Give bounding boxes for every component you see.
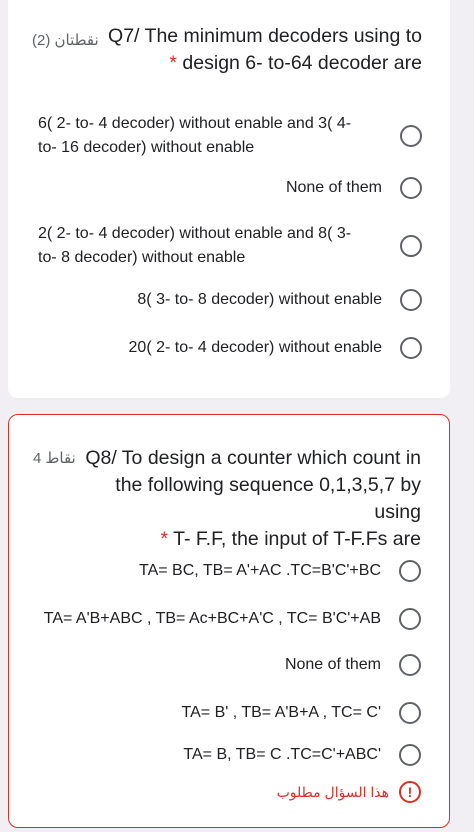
question-text-line1: Q8/ To design a counter which count in the following sequence 0,1,3,5,7 by using <box>85 447 421 523</box>
question-title <box>8 23 450 77</box>
radio-button[interactable] <box>399 560 421 582</box>
radio-button[interactable] <box>400 125 422 147</box>
question-text-line2 <box>34 50 422 77</box>
option-label: None of them <box>284 656 381 673</box>
option-label: TA= BC, TB= A'+AC .TC=B'C'+BC <box>139 562 381 579</box>
option-row[interactable] <box>39 701 421 725</box>
radio-button[interactable] <box>400 289 422 311</box>
question-text-line1: Q7/ The minimum decoders using to <box>108 25 422 47</box>
option-row[interactable] <box>38 336 422 360</box>
option-row[interactable] <box>38 288 422 312</box>
radio-button[interactable] <box>400 337 422 359</box>
points-label: (2) نقطتان <box>32 32 99 49</box>
required-star: * <box>169 52 177 74</box>
option-row[interactable] <box>38 222 422 270</box>
question-title <box>9 445 449 553</box>
error-icon: ! <box>399 781 421 803</box>
question-card-q8 <box>8 414 450 828</box>
option-row[interactable] <box>38 176 422 200</box>
radio-button[interactable] <box>399 702 421 724</box>
question-text-line2-content: T- F.F, the input of T-F.Fs are <box>173 528 421 550</box>
option-label: 2( 2- to- 4 decoder) without enable and 8( 3- to- 8 decoder) without enable <box>38 225 352 266</box>
option-label: TA= A'B+ABC , TB= Ac+BC+A'C , TC= B'C'+AB <box>43 610 381 627</box>
required-message: هذا السؤال مطلوب <box>276 783 389 800</box>
option-label: None of them <box>285 179 382 196</box>
option-label: TA= B' , TB= A'B+A , TC= C' <box>181 704 381 721</box>
question-card-q7 <box>8 0 450 398</box>
option-row[interactable] <box>38 112 422 160</box>
option-label: TA= B, TB= C .TC=C'+ABC' <box>183 746 381 763</box>
option-row[interactable] <box>39 559 421 583</box>
radio-button[interactable] <box>399 654 421 676</box>
question-text-line2 <box>35 526 421 553</box>
option-label: 20( 2- to- 4 decoder) without enable <box>128 339 382 356</box>
option-row[interactable] <box>39 743 421 767</box>
radio-button[interactable] <box>399 744 421 766</box>
required-warning <box>277 781 421 803</box>
option-label: 8( 3- to- 8 decoder) without enable <box>137 291 382 308</box>
question-text-line2-content: design 6- to-64 decoder are <box>182 52 422 74</box>
radio-button[interactable] <box>400 177 422 199</box>
required-star: * <box>160 528 169 550</box>
option-label: 6( 2- to- 4 decoder) without enable and 3( 4- to- 16 decoder) without enable <box>38 115 352 156</box>
option-row[interactable] <box>39 607 421 631</box>
radio-button[interactable] <box>400 235 422 257</box>
radio-button[interactable] <box>399 608 421 630</box>
option-row[interactable] <box>39 653 421 677</box>
points-label: 4 نقاط <box>33 450 76 467</box>
